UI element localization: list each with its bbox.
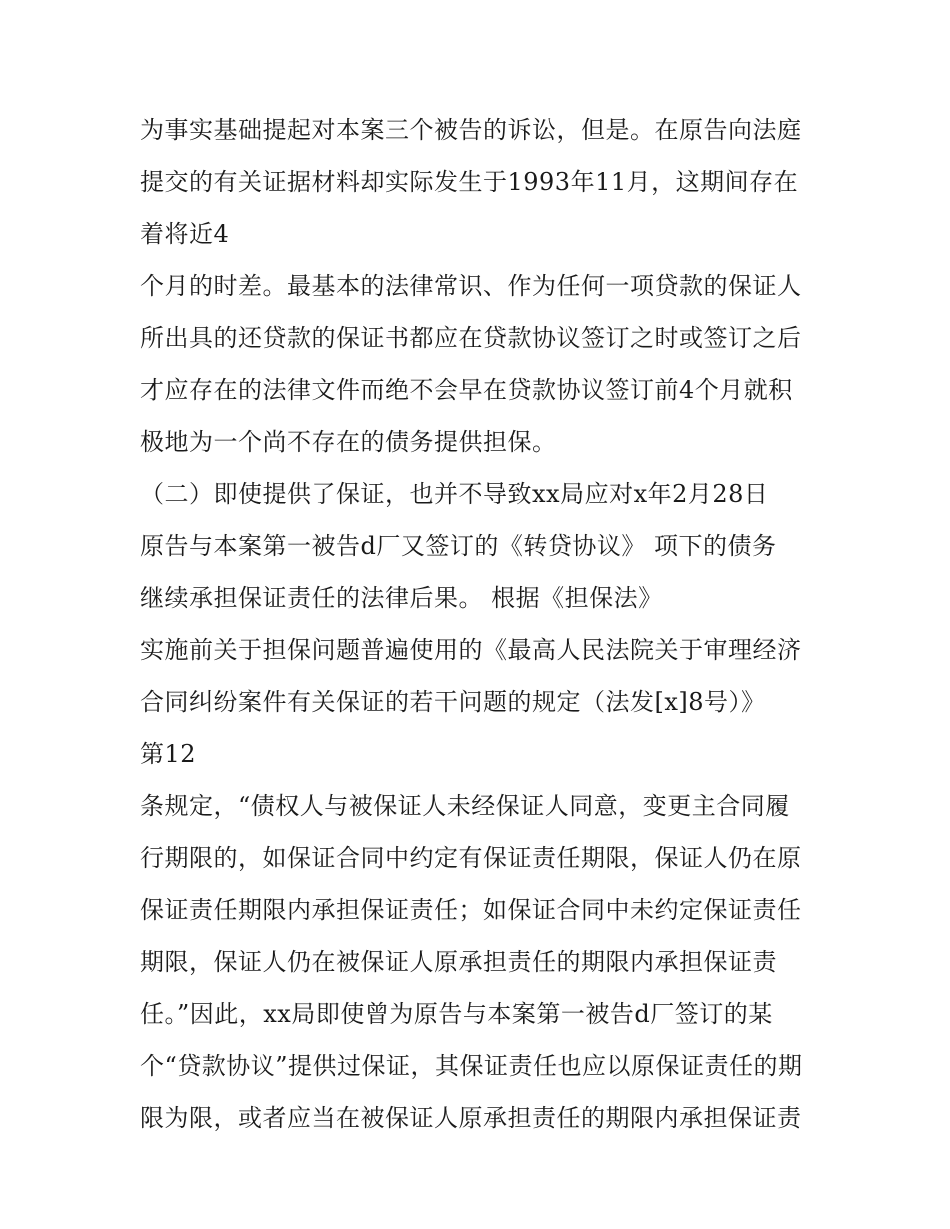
text-line: 条规定，“债权人与被保证人未经保证人同意，变更主合同履: [140, 792, 790, 820]
text-line: 提交的有关证据材料却实际发生于1993年11月，这期间存在: [140, 168, 799, 196]
body-text: [140, 104, 830, 1144]
text-line: 极地为一个尚不存在的债务提供担保。: [140, 428, 557, 456]
text-line: （二）即使提供了保证，也并不导致xx局应对x年2月28日: [140, 480, 769, 508]
text-line: 第12: [140, 740, 197, 768]
text-line: 限为限，或者应当在被保证人原承担责任的期限内承担保证责: [140, 1104, 802, 1132]
text-line: 合同纠纷案件有关保证的若干问题的规定（法发[x]8号）》: [140, 688, 766, 716]
text-line: 保证责任期限内承担保证责任；如保证合同中未约定保证责任: [140, 896, 802, 924]
text-line: 原告与本案第一被告d厂又签订的《转贷协议》 项下的债务: [140, 532, 777, 560]
text-line: 个月的时差。最基本的法律常识、作为任何一项贷款的保证人: [140, 272, 802, 300]
text-line: 才应存在的法律文件而绝不会早在贷款协议签订前4个月就积: [140, 376, 793, 404]
text-line: 个“贷款协议”提供过保证，其保证责任也应以原保证责任的期: [140, 1052, 803, 1080]
text-line: 为事实基础提起对本案三个被告的诉讼，但是。在原告向法庭: [140, 116, 802, 144]
text-line: 期限，保证人仍在被保证人原承担责任的期限内承担保证责: [140, 948, 777, 976]
text-line: 继续承担保证责任的法律后果。 根据《担保法》: [140, 584, 663, 612]
text-line: 任。”因此，xx局即使曾为原告与本案第一被告d厂签订的某: [140, 1000, 773, 1028]
text-line: 所出具的还贷款的保证书都应在贷款协议签订之时或签订之后: [140, 324, 802, 352]
text-line: 实施前关于担保问题普遍使用的《最高人民法院关于审理经济: [140, 636, 802, 664]
text-line: 着将近4: [140, 220, 230, 248]
text-line: 行期限的，如保证合同中约定有保证责任期限，保证人仍在原: [140, 844, 802, 872]
